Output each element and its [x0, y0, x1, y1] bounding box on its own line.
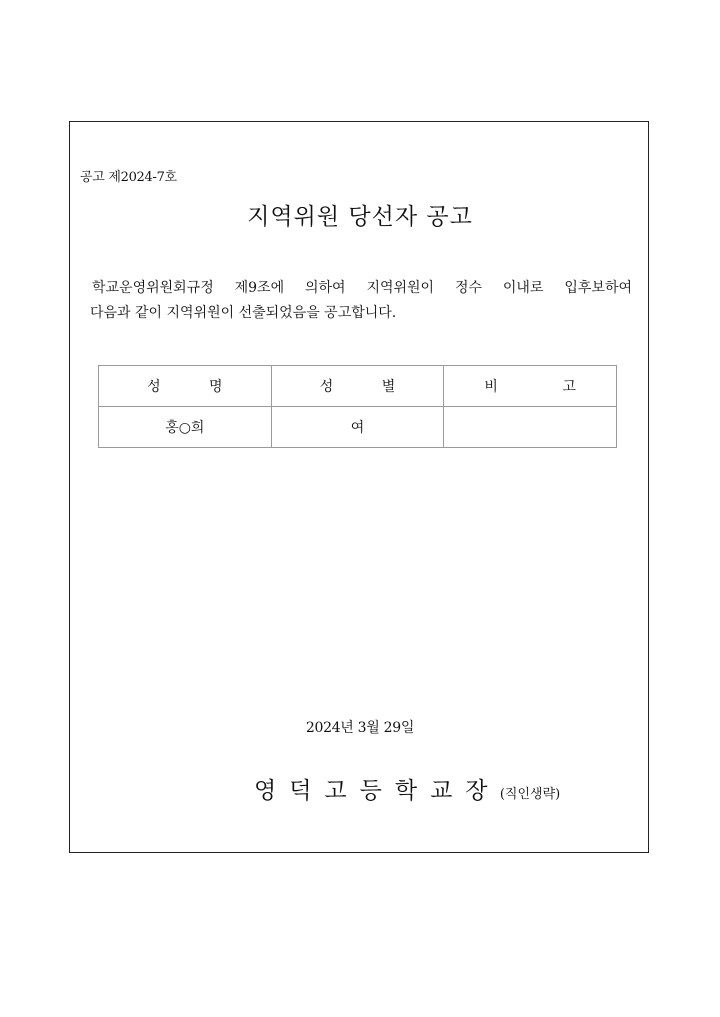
notice-body-line-1: 학교운영위원회규정 제9조에 의하여 지역위원이 정수 이내로 입후보하여: [92, 280, 632, 296]
issuer-name: 영덕고등학교장: [254, 778, 501, 804]
elected-members-table: [98, 365, 617, 448]
cell-remarks: [444, 407, 617, 448]
notice-number: 공고 제2024-7호: [80, 170, 177, 185]
cell-gender: 여: [271, 407, 444, 448]
table-header-row: [99, 366, 617, 407]
table-row: [99, 407, 617, 448]
notice-body: [92, 276, 632, 326]
header-gender: 성 별: [271, 366, 444, 407]
notice-body-line-2: 다음과 같이 지역위원이 선출되었음을 공고합니다.: [90, 305, 397, 321]
signature-line: [254, 772, 560, 805]
header-name: 성 명: [99, 366, 272, 407]
notice-title: 지역위원 당선자 공고: [247, 204, 473, 230]
cell-name: 홍○희: [99, 407, 272, 448]
header-remarks: 비 고: [444, 366, 617, 407]
seal-omitted-note: (직인생략): [499, 787, 561, 802]
notice-date: 2024년 3월 29일: [305, 720, 415, 736]
